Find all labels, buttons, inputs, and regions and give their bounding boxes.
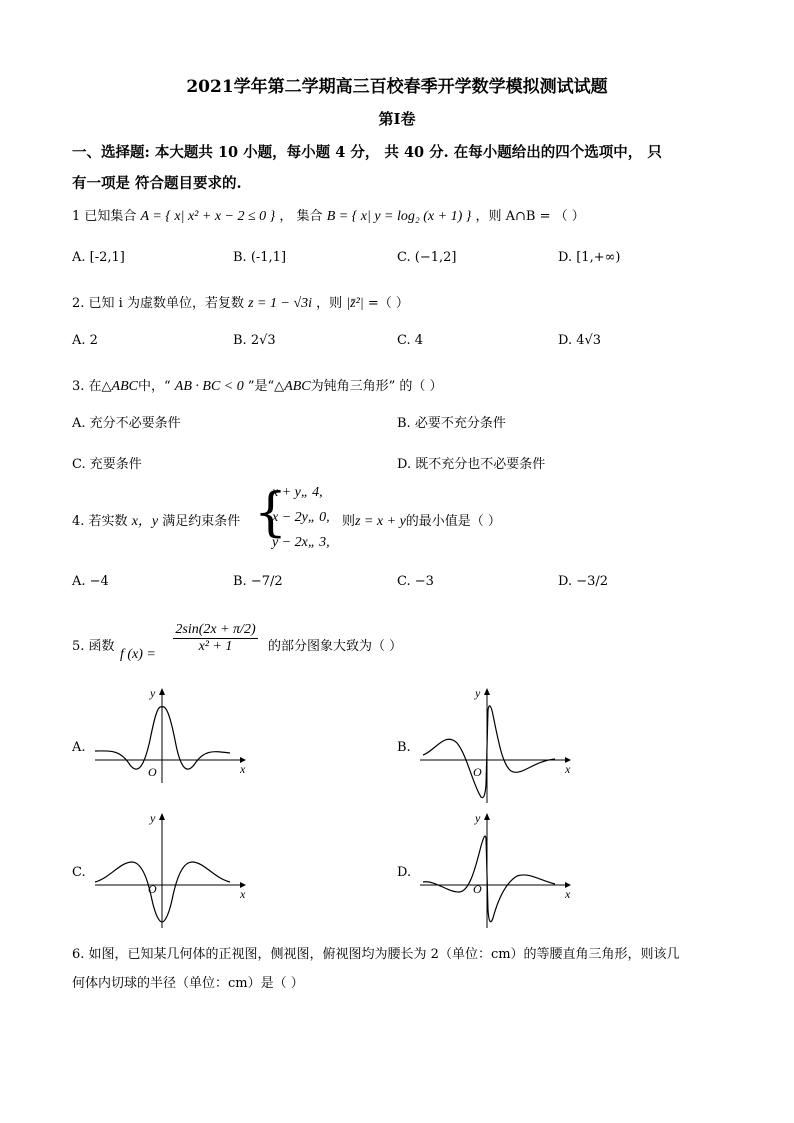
q5-graph-b — [415, 685, 575, 805]
origin-label: O — [148, 765, 157, 779]
q5-fx: f (x) = — [120, 647, 156, 662]
x-axis-label: x — [240, 887, 246, 901]
question-4 — [72, 510, 240, 530]
q3-abc: ABC — [111, 379, 138, 394]
q3-option-c[interactable]: C. 充要条件 — [72, 457, 142, 472]
q2-option-b[interactable]: B. 2√3 — [233, 333, 276, 348]
q1-mid: ， 集合 — [279, 209, 323, 224]
q2-option-c[interactable]: C. 4 — [397, 333, 424, 348]
q5-graph-d — [415, 810, 575, 930]
q5-option-d[interactable]: D. — [397, 865, 412, 880]
q4-constraint-3: y − 2x„ 3, — [272, 535, 330, 550]
q5-numerator: 2sin(2x + π/2) — [175, 622, 256, 637]
y-axis-label: y — [475, 686, 481, 700]
section-instructions-line1: 一、选择题: 本大题共 10 小题，每小题 4 分， 共 40 分. 在每小题给出的四个选项中， 只 — [72, 144, 662, 161]
question-5-prefix: 5. 函数 — [72, 639, 115, 654]
q2-prefix: 2. 已知 i 为虚数单位，若复数 — [72, 296, 244, 311]
q4-then: 则 — [342, 514, 356, 529]
x-axis-label: x — [565, 762, 571, 776]
q3-suffix: 为钝角三角形” 的（ ） — [310, 379, 443, 394]
q4-vars: x，y — [131, 514, 159, 529]
q5-fraction — [168, 622, 263, 655]
q5-option-a[interactable]: A. — [72, 740, 86, 755]
q4-mid: 满足约束条件 — [162, 514, 241, 529]
q3-option-a[interactable]: A. 充分不必要条件 — [72, 416, 181, 431]
q5-denominator: x² + 1 — [198, 639, 233, 654]
q3-prefix: 3. 在△ — [72, 379, 112, 394]
q2-option-d[interactable]: D. 4√3 — [558, 333, 602, 348]
x-axis-label: x — [240, 762, 246, 776]
q1-option-d[interactable]: D. [1,+∞) — [558, 250, 621, 265]
x-axis-label: x — [565, 887, 571, 901]
q1-option-b[interactable]: B. (-1,1] — [233, 250, 287, 265]
volume-label: 第Ⅰ卷 — [378, 110, 416, 128]
q4-tail — [342, 510, 501, 530]
q3-option-b[interactable]: B. 必要不充分条件 — [397, 416, 506, 431]
q1-prefix: 1 已知集合 — [72, 209, 137, 224]
y-axis-label: y — [150, 686, 156, 700]
q4-option-b[interactable]: B. −7/2 — [233, 574, 283, 589]
question-1 — [72, 205, 585, 225]
q4-option-c[interactable]: C. −3 — [397, 574, 434, 589]
y-axis-label: y — [475, 811, 481, 825]
q5-option-b[interactable]: B. — [397, 740, 411, 755]
q1-suffix: ，则 A∩B = （ ） — [475, 209, 585, 224]
q1-set-b: B = { x| y = log₂ (x + 1) } — [326, 209, 472, 224]
question-3 — [72, 375, 443, 395]
q3-mid2: ”是“△ — [247, 379, 285, 394]
exam-title: 2021学年第二学期高三百校春季开学数学模拟测试试题 — [186, 77, 608, 97]
q4-brace: { — [254, 483, 288, 543]
y-axis-label: y — [150, 811, 156, 825]
q4-suffix: 的最小值是（ ） — [405, 514, 501, 529]
q2-option-a[interactable]: A. 2 — [72, 333, 98, 348]
origin-label: O — [473, 765, 482, 779]
q4-constraint-1: x + y„ 4, — [272, 485, 323, 500]
q5-suffix: 的部分图象大致为（ ） — [268, 639, 403, 654]
q5-graph-c — [90, 810, 250, 930]
q1-option-c[interactable]: C. (−1,2] — [397, 250, 457, 265]
q3-vector-expr: AB · BC < 0 — [174, 379, 244, 394]
q5-option-c[interactable]: C. — [72, 865, 86, 880]
q4-prefix: 4. 若实数 — [72, 514, 128, 529]
origin-label: O — [473, 882, 482, 896]
q4-option-a[interactable]: A. −4 — [72, 574, 109, 589]
q3-abc2: ABC — [284, 379, 311, 394]
q2-expr: z = 1 − √3i — [248, 296, 313, 311]
q4-constraint-2: x − 2y„ 0, — [272, 510, 330, 525]
q2-abs: |z̄²| — [346, 296, 364, 311]
q3-mid1: 中，“ — [138, 379, 171, 394]
section-instructions-line2: 有一项是 符合题目要求的. — [72, 175, 242, 192]
question-6-line1: 6. 如图，已知某几何体的正视图，侧视图，俯视图均为腰长为 2（单位：cm）的等腰直角三角形，则该几 — [72, 947, 680, 962]
q1-set-a: A = { x| x² + x − 2 ≤ 0 } — [140, 209, 276, 224]
q1-option-a[interactable]: A. [-2,1] — [72, 250, 125, 265]
q5-graph-a — [90, 685, 250, 785]
origin-label: O — [148, 882, 157, 896]
q4-option-d[interactable]: D. −3/2 — [558, 574, 609, 589]
q4-objective: z = x + y — [355, 514, 406, 529]
q3-option-d[interactable]: D. 既不充分也不必要条件 — [397, 457, 546, 472]
question-6-line2: 何体内切球的半径（单位：cm）是（ ） — [72, 976, 304, 991]
q2-suffix: =（ ） — [367, 296, 409, 311]
question-2 — [72, 292, 409, 312]
q2-mid: ，则 — [316, 296, 343, 311]
